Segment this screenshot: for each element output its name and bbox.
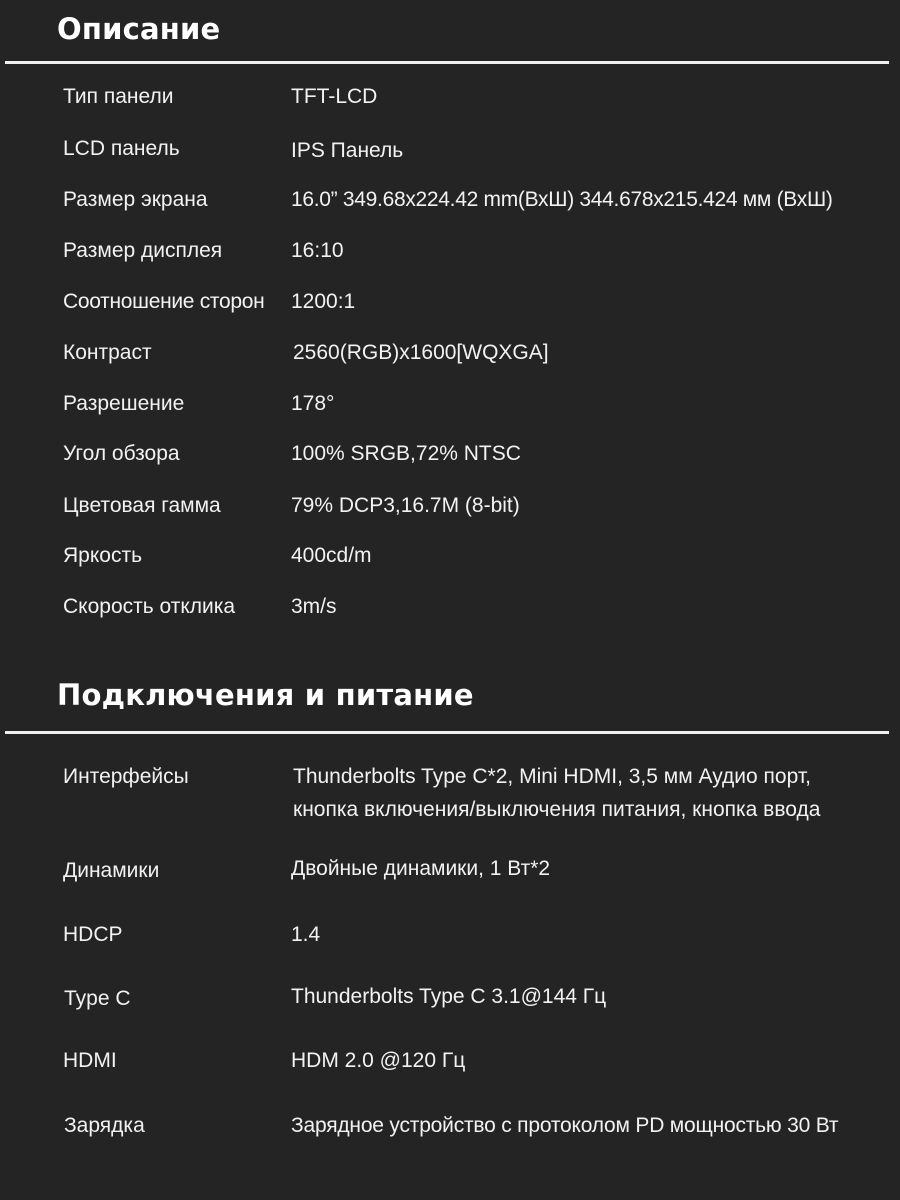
section-title-connections-power: Подключения и питание [57, 678, 474, 712]
spec-label: Яркость [63, 544, 143, 567]
spec-value: Thunderbolts Type C 3.1@144 Гц [291, 985, 607, 1008]
spec-value: 3m/s [291, 595, 337, 618]
section-divider [5, 61, 889, 64]
spec-value: 79% DCP3,16.7M (8-bit) [291, 494, 520, 517]
spec-value: 2560(RGB)x1600[WQXGA] [293, 341, 549, 364]
spec-value: 16:10 [291, 239, 344, 262]
spec-value-line: кнопка включения/выключения питания, кнопка ввода [293, 798, 821, 821]
spec-value: IPS Панель [291, 139, 404, 162]
spec-label: HDMI [63, 1049, 117, 1072]
spec-label: Скорость отклика [63, 595, 236, 618]
spec-value: Зарядное устройство с протоколом PD мощностью 30 Вт [291, 1114, 839, 1137]
spec-label: Размер дисплея [63, 239, 223, 262]
spec-value: 178° [291, 392, 335, 415]
spec-value: 400cd/m [291, 544, 372, 567]
spec-label: Контраст [63, 341, 152, 364]
spec-label: LCD панель [63, 137, 180, 160]
section-divider [5, 731, 889, 734]
spec-value [293, 760, 893, 826]
spec-value: 100% SRGB,72% NTSC [291, 442, 521, 465]
spec-value: TFT-LCD [291, 85, 378, 108]
spec-label: Type C [64, 987, 131, 1010]
spec-label: Размер экрана [63, 188, 208, 211]
spec-label: Соотношение сторон [63, 290, 265, 313]
section-title-description: Описание [57, 12, 221, 46]
spec-label: Тип панели [63, 85, 174, 108]
spec-value: HDM 2.0 @120 Гц [291, 1049, 466, 1072]
spec-value: 16.0” 349.68x224.42 mm(ВхШ) 344.678x215.424 мм (ВхШ) [291, 188, 833, 211]
spec-label: Динамики [63, 859, 160, 882]
spec-label: Интерфейсы [63, 765, 189, 788]
spec-value-line: Thunderbolts Type C*2, Mini HDMI, 3,5 мм Аудио порт, [293, 765, 811, 788]
spec-value: 1200:1 [291, 290, 356, 313]
spec-value: 1.4 [291, 923, 321, 946]
spec-value: Двойные динамики, 1 Вт*2 [291, 857, 551, 880]
spec-label: Зарядка [64, 1114, 145, 1137]
spec-label: Разрешение [63, 392, 185, 415]
spec-label: Угол обзора [63, 442, 180, 465]
spec-label: Цветовая гамма [63, 494, 221, 517]
spec-label: HDCP [63, 923, 123, 946]
